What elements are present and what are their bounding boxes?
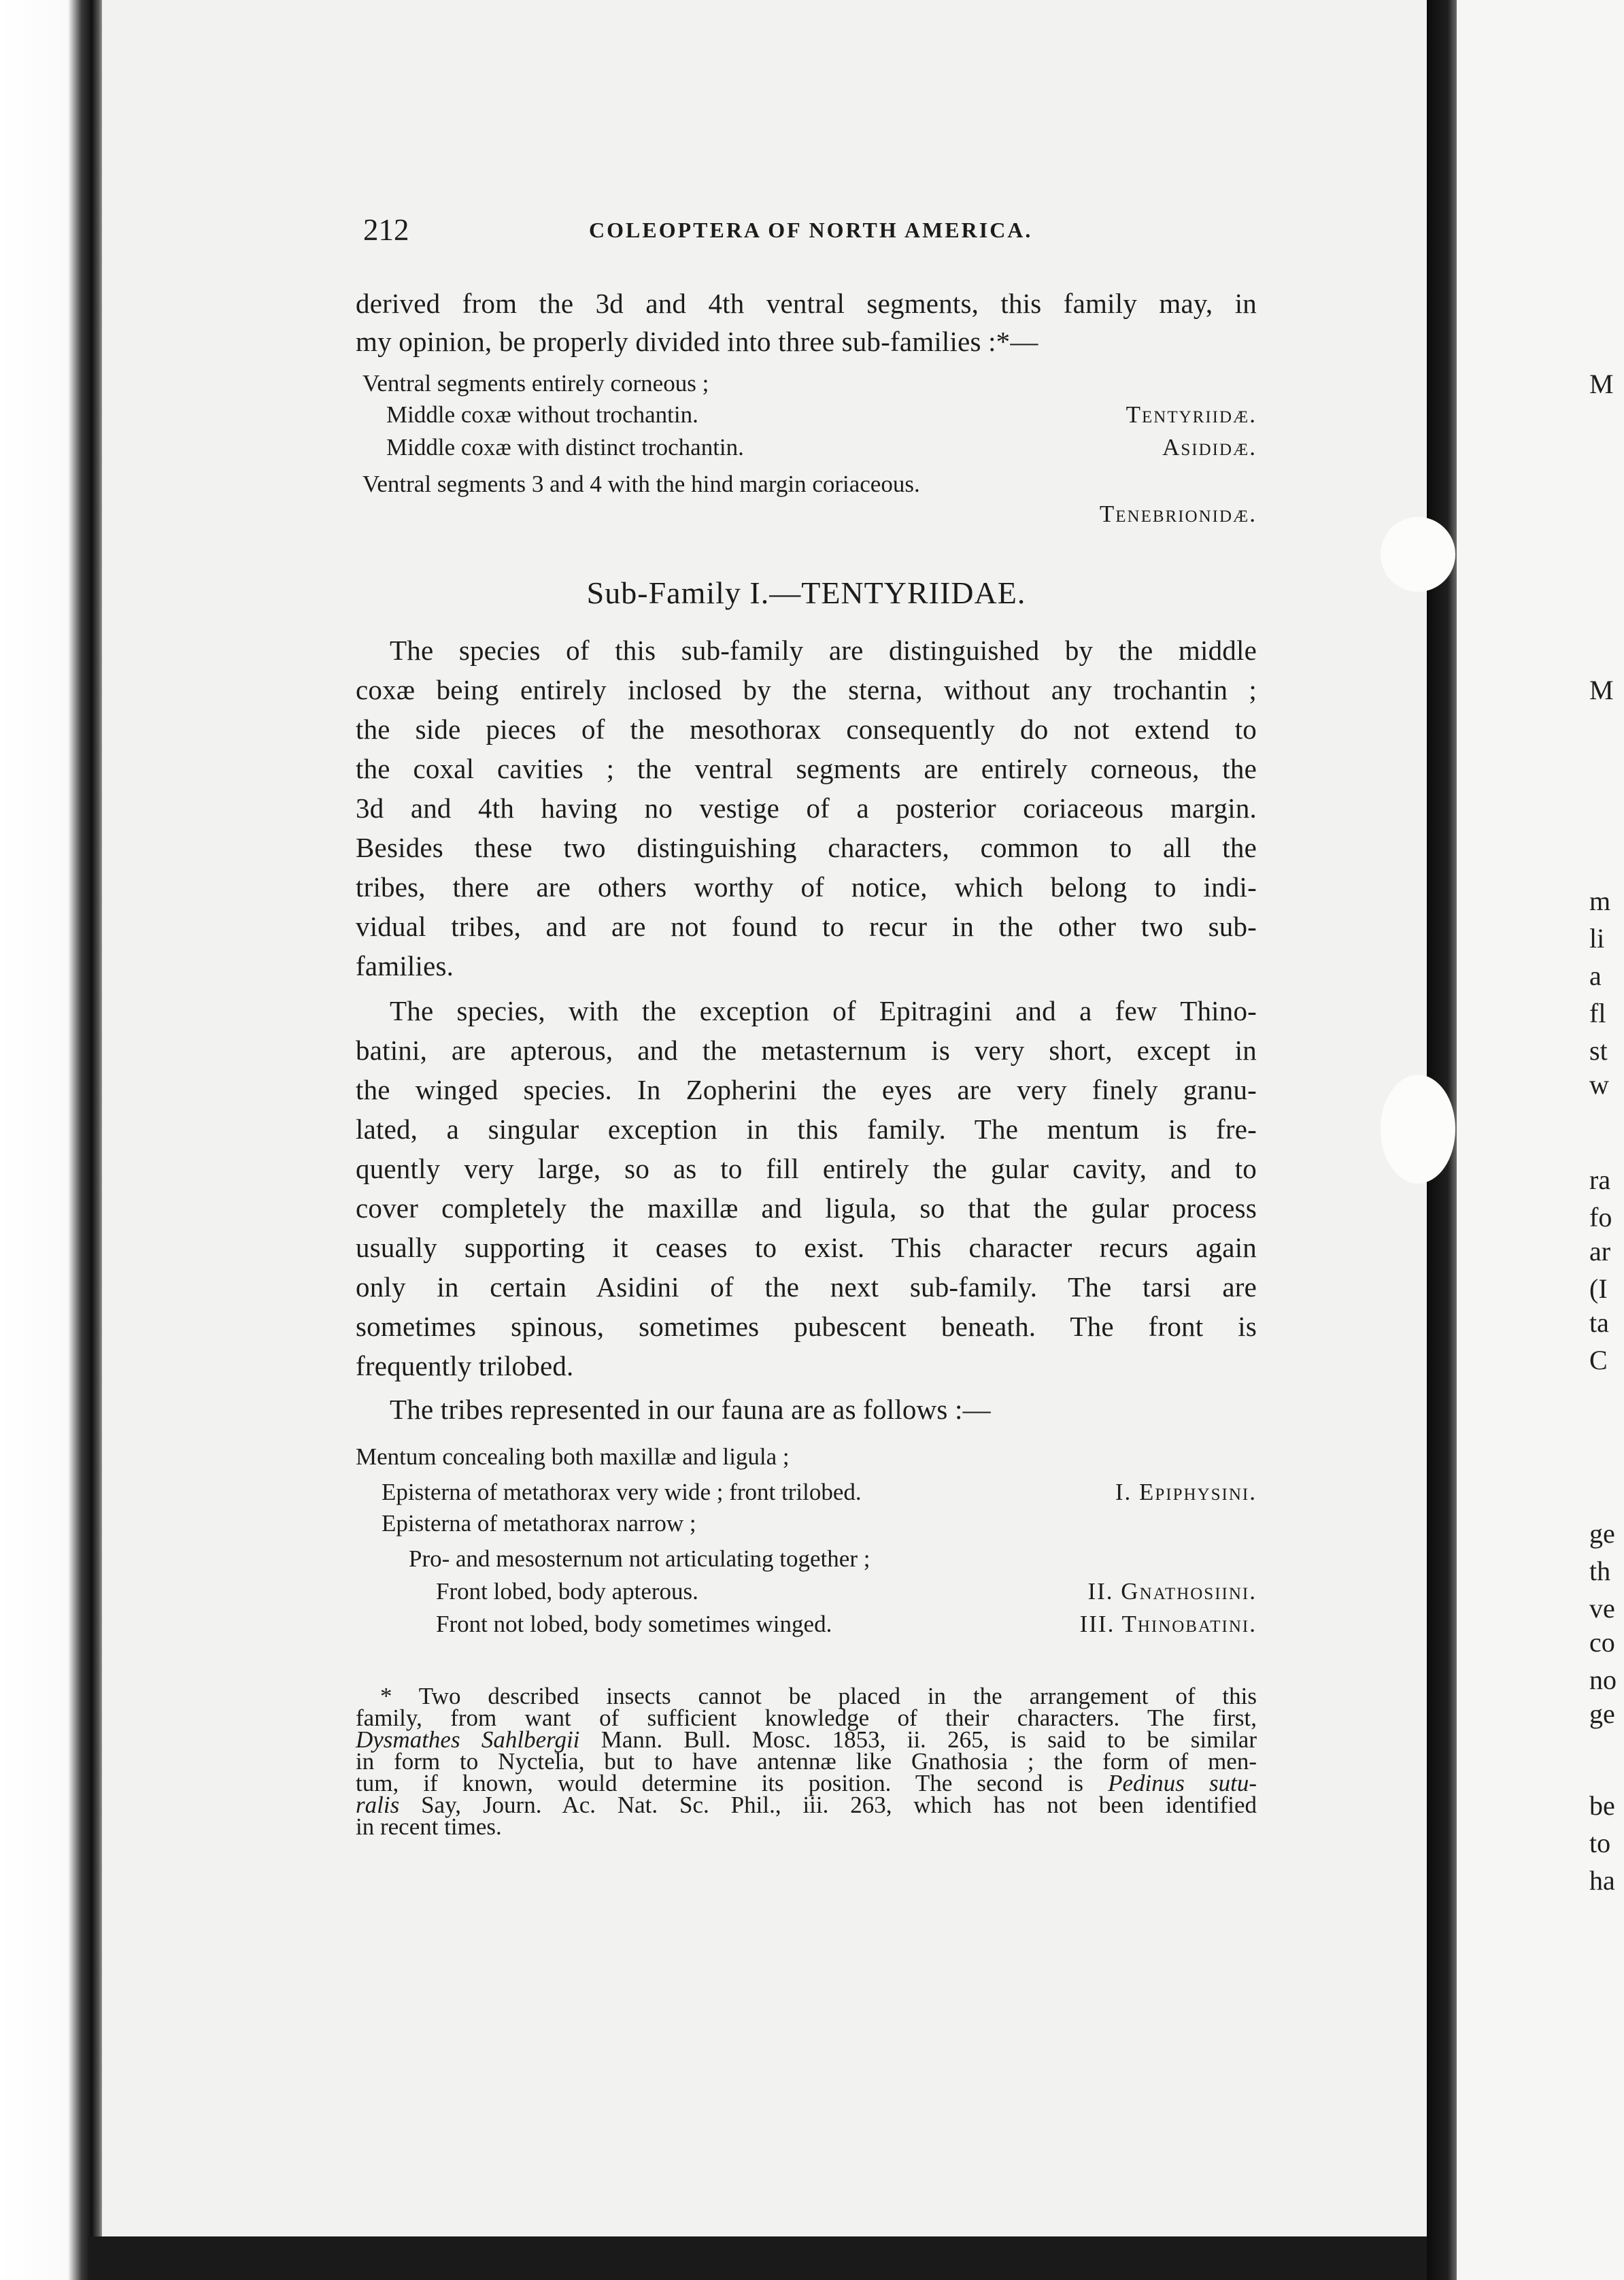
key-text: Middle coxæ with distinct trochantin. bbox=[386, 434, 744, 460]
facing-page-fragment: no bbox=[1589, 1664, 1617, 1695]
paragraph-line: coxæ being entirely inclosed by the sterna, without any trochantin ; bbox=[356, 674, 1257, 705]
paragraph-line: sometimes spinous, sometimes pubescent beneath. The front is bbox=[356, 1311, 1257, 1342]
key-result: Asididæ. bbox=[1162, 434, 1257, 460]
facing-page-fragment: co bbox=[1589, 1627, 1615, 1658]
key-line bbox=[409, 1544, 1257, 1574]
paragraph-line: only in certain Asidini of the next sub-family. The tarsi are bbox=[356, 1271, 1257, 1303]
footnote-line: Dysmathes Sahlbergii Mann. Bull. Mosc. 1853, ii. 265, is said to be similar bbox=[356, 1726, 1257, 1753]
facing-page-fragment: fo bbox=[1589, 1202, 1612, 1233]
facing-page bbox=[1457, 0, 1624, 2280]
key-text: Ventral segments 3 and 4 with the hind margin coriaceous. bbox=[362, 471, 920, 497]
tribes-intro: The tribes represented in our fauna are as follows :— bbox=[390, 1394, 991, 1425]
key-result: I. Epiphysini. bbox=[1115, 1479, 1257, 1505]
key-text: Episterna of metathorax very wide ; front trilobed. bbox=[382, 1479, 862, 1505]
key-line bbox=[436, 1609, 1257, 1639]
paragraph-line: batini, are apterous, and the metasternum is very short, except in bbox=[356, 1035, 1257, 1066]
key-line bbox=[386, 433, 1257, 463]
paper-flaw bbox=[1381, 517, 1455, 592]
running-head: COLEOPTERA OF NORTH AMERICA. bbox=[589, 218, 1033, 242]
paragraph-line: the side pieces of the mesothorax consequently do not extend to bbox=[356, 714, 1257, 745]
key-result: Tentyriidæ. bbox=[1126, 401, 1257, 428]
facing-page-fragment: C bbox=[1589, 1345, 1608, 1375]
paragraph-line: The species, with the exception of Epitragini and a few Thino- bbox=[390, 995, 1257, 1026]
footnote-line: in recent times. bbox=[356, 1813, 502, 1840]
paragraph-line: the coxal cavities ; the ventral segments are entirely corneous, the bbox=[356, 753, 1257, 784]
facing-page-fragment: ar bbox=[1589, 1236, 1611, 1267]
paragraph-line: tribes, there are others worthy of notice, which belong to indi- bbox=[356, 871, 1257, 903]
facing-page-fragment: ve bbox=[1589, 1593, 1615, 1624]
footnote-line: ralis Say, Journ. Ac. Nat. Sc. Phil., iii. 263, which has not been identified bbox=[356, 1792, 1257, 1818]
key-line bbox=[362, 469, 1257, 499]
subfamily-heading: Sub-Family I.—TENTYRIIDAE. bbox=[586, 575, 1026, 610]
key-line bbox=[436, 1577, 1257, 1607]
facing-page-fragment: be bbox=[1589, 1790, 1615, 1821]
key-text: Middle coxæ without trochantin. bbox=[386, 401, 698, 428]
key-line bbox=[382, 1477, 1257, 1507]
paragraph-line: usually supporting it ceases to exist. This character recurs again bbox=[356, 1232, 1257, 1263]
key-line bbox=[356, 1442, 1257, 1472]
facing-page-fragment: M bbox=[1589, 369, 1614, 399]
facing-page-fragment: (I bbox=[1589, 1273, 1608, 1304]
paragraph-line: quently very large, so as to fill entirely the gular cavity, and to bbox=[356, 1153, 1257, 1184]
key-text: Front lobed, body apterous. bbox=[436, 1578, 698, 1605]
intro-line: my opinion, be properly divided into three sub-families :*— bbox=[356, 326, 1038, 357]
facing-page-fragment: ta bbox=[1589, 1307, 1609, 1338]
paragraph-line: vidual tribes, and are not found to recur in the other two sub- bbox=[356, 911, 1257, 942]
footnote-line: family, from want of sufficient knowledge of their characters. The first, bbox=[356, 1705, 1257, 1731]
paragraph-line: families. bbox=[356, 950, 454, 982]
footnote-line: tum, if known, would determine its position. The second is Pedinus sutu- bbox=[356, 1770, 1257, 1796]
facing-page-fragment: w bbox=[1589, 1069, 1609, 1100]
key-result: III. Thinobatini. bbox=[1079, 1611, 1257, 1637]
paragraph-line: frequently trilobed. bbox=[356, 1350, 574, 1381]
key-line bbox=[362, 369, 1257, 399]
paragraph-line: the winged species. In Zopherini the eyes are very finely granu- bbox=[356, 1074, 1257, 1105]
intro-line: derived from the 3d and 4th ventral segments, this family may, in bbox=[356, 288, 1257, 319]
footnote-line: * Two described insects cannot be placed in the arrangement of this bbox=[380, 1683, 1257, 1709]
key-result: Tenebrionidæ. bbox=[1099, 501, 1257, 527]
facing-page-fragment: ra bbox=[1589, 1164, 1611, 1195]
facing-page-fragment: li bbox=[1589, 923, 1605, 954]
facing-page-fragment: fl bbox=[1589, 998, 1606, 1028]
key-text: Mentum concealing both maxillæ and ligula ; bbox=[356, 1443, 790, 1470]
key-text: Front not lobed, body sometimes winged. bbox=[436, 1611, 832, 1637]
facing-page-fragment: ha bbox=[1589, 1865, 1615, 1896]
scan-bottom-edge bbox=[88, 2236, 1432, 2280]
paragraph-line: The species of this sub-family are distinguished by the middle bbox=[390, 635, 1257, 666]
facing-page-fragment: th bbox=[1589, 1556, 1611, 1586]
facing-page-fragment: m bbox=[1589, 886, 1611, 916]
paragraph-line: Besides these two distinguishing characters, common to all the bbox=[356, 832, 1257, 863]
key-text: Episterna of metathorax narrow ; bbox=[382, 1510, 696, 1537]
facing-page-fragment: M bbox=[1589, 675, 1614, 705]
scan-left-edge bbox=[0, 0, 105, 2280]
key-line bbox=[386, 400, 1257, 430]
facing-page-fragment: a bbox=[1589, 960, 1602, 991]
facing-page-fragment: ge bbox=[1589, 1698, 1615, 1729]
paragraph-line: 3d and 4th having no vestige of a posterior coriaceous margin. bbox=[356, 792, 1257, 824]
key-line bbox=[382, 1509, 1257, 1539]
paragraph-line: cover completely the maxillæ and ligula, so that the gular process bbox=[356, 1192, 1257, 1224]
facing-page-fragment: to bbox=[1589, 1828, 1611, 1858]
facing-page-fragment: st bbox=[1589, 1035, 1608, 1066]
key-text: Ventral segments entirely corneous ; bbox=[362, 370, 709, 397]
paper-flaw bbox=[1381, 1075, 1455, 1184]
paragraph-line: lated, a singular exception in this family. The mentum is fre- bbox=[356, 1113, 1257, 1145]
key-text: Pro- and mesosternum not articulating together ; bbox=[409, 1545, 870, 1572]
facing-page-fragment: ge bbox=[1589, 1518, 1615, 1549]
footnote-line: in form to Nyctelia, but to have antennæ like Gnathosia ; the form of men- bbox=[356, 1748, 1257, 1775]
key-result: II. Gnathosiini. bbox=[1087, 1578, 1257, 1605]
page-number: 212 bbox=[363, 213, 409, 247]
